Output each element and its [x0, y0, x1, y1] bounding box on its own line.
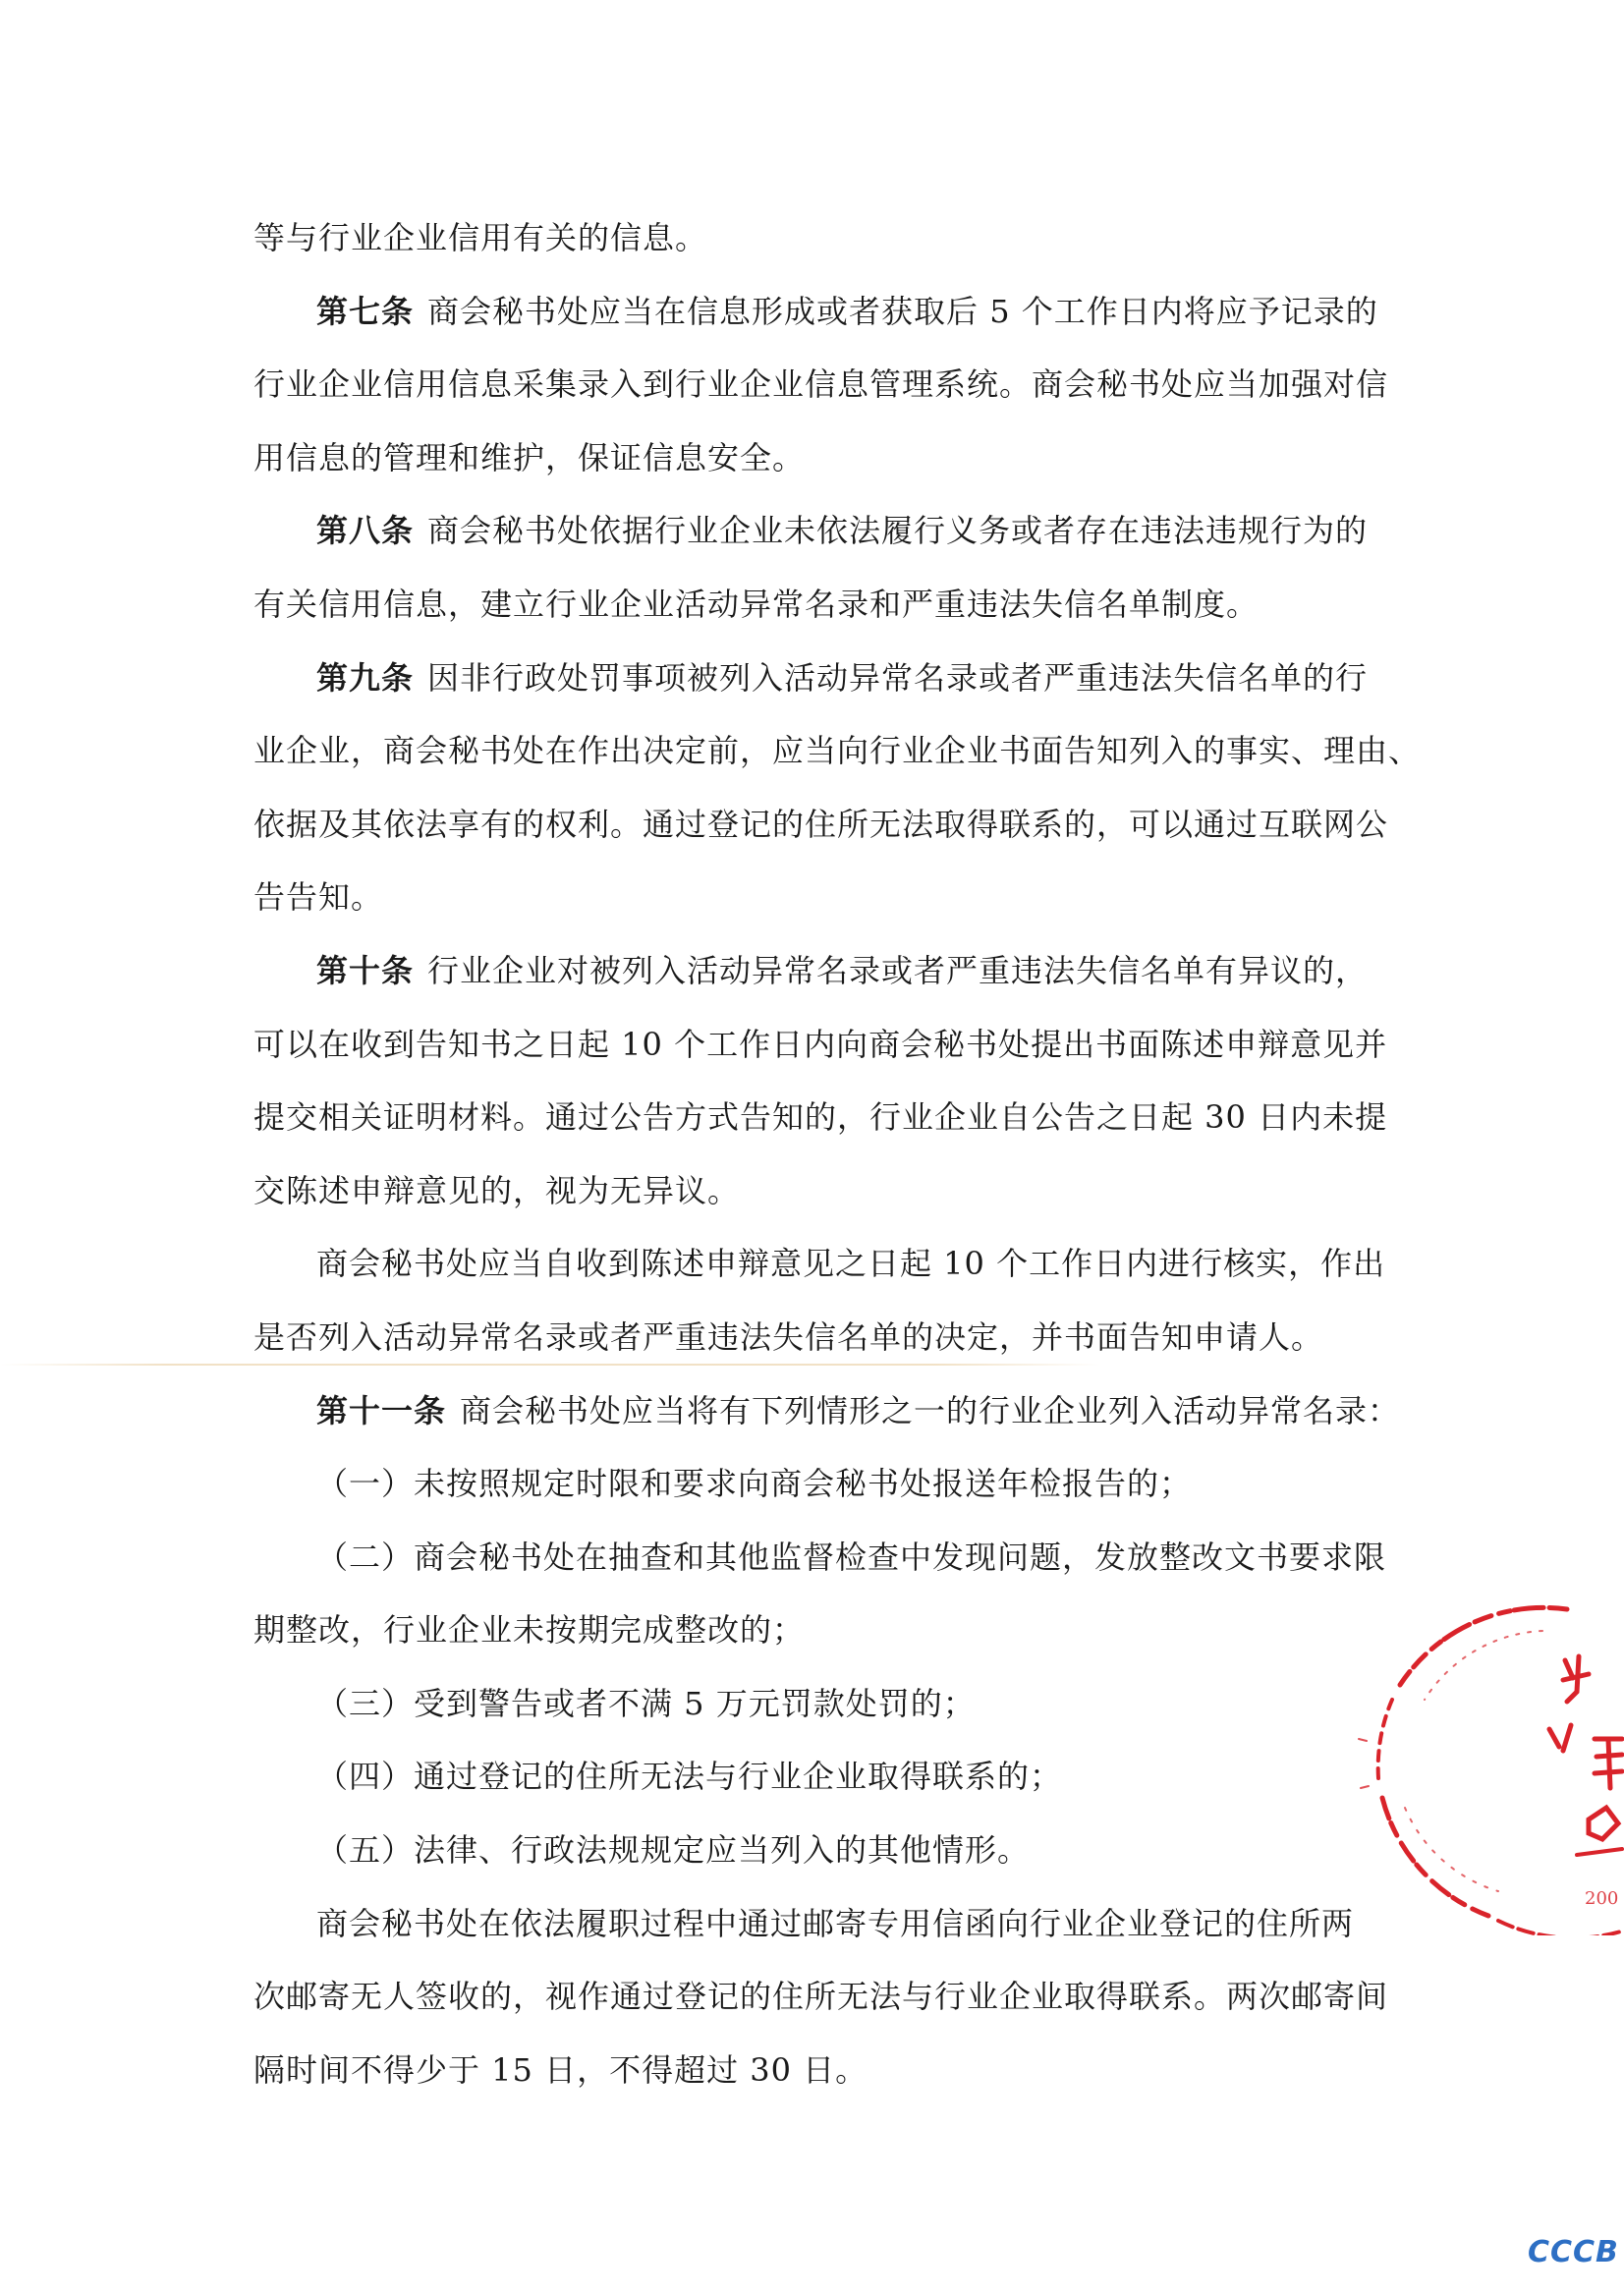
paragraph-line [253, 421, 1373, 495]
paragraph-line [253, 1594, 1373, 1667]
line-text: （五）法律、行政法规规定应当列入的其他情形。 [316, 1831, 1031, 1870]
line-text: 商会秘书处应当将有下列情形之一的行业企业列入活动异常名录： [460, 1391, 1401, 1429]
line-text: （一）未按照规定时限和要求向商会秘书处报送年检报告的； [316, 1465, 1193, 1503]
line-text: 依据及其依法享有的权利。通过登记的住所无法取得联系的，可以通过互联网公 [253, 805, 1389, 843]
seal-stamp-graphic [1331, 1592, 1624, 1935]
paragraph-line [253, 1227, 1386, 1301]
line-text: 等与行业企业信用有关的信息。 [253, 219, 708, 256]
document-body [253, 201, 1422, 2106]
paragraph-line [253, 1008, 1388, 1082]
line-text: 行业企业信用信息采集录入到行业企业信息管理系统。商会秘书处应当加强对信 [253, 365, 1389, 404]
line-text: 隔时间不得少于 15 日，不得超过 30 日。 [253, 2050, 868, 2089]
cccb-logo: CCCB [1528, 2235, 1619, 2269]
article-heading-line [253, 1374, 1401, 1448]
article-number: 第十条 [316, 951, 415, 989]
line-text: 商会秘书处应当在信息形成或者获取后 5 个工作日内将应予记录的 [427, 292, 1378, 330]
line-text: 商会秘书处在依法履职过程中通过邮寄专用信函向行业企业登记的住所两 [316, 1904, 1355, 1942]
article-number: 第七条 [316, 292, 415, 330]
line-text: （二）商会秘书处在抽查和其他监督检查中发现问题，发放整改文书要求限 [316, 1538, 1387, 1576]
paragraph-line [253, 1960, 1389, 2034]
article-heading-line [253, 494, 1373, 568]
paragraph-line [253, 2034, 1373, 2107]
paragraph-line [253, 1521, 1387, 1595]
paragraph-line [253, 788, 1389, 862]
paragraph-line [253, 1814, 1373, 1887]
line-text: 期整改，行业企业未按期完成整改的； [253, 1611, 806, 1650]
article-number: 第十一条 [316, 1391, 447, 1429]
article-number: 第九条 [316, 658, 415, 697]
line-text: （四）通过登记的住所无法与行业企业取得联系的； [316, 1758, 1063, 1796]
official-seal [1331, 1592, 1624, 1935]
line-text: 是否列入活动异常名录或者严重违法失信名单的决定，并书面告知申请人。 [253, 1317, 1324, 1356]
line-text: 行业企业对被列入活动异常名录或者严重违法失信名单有异议的， [427, 951, 1369, 989]
paragraph-line [253, 1740, 1373, 1814]
paragraph-line [253, 568, 1373, 642]
paragraph-line [253, 1154, 1373, 1228]
article-heading-line [253, 275, 1378, 349]
paragraph-line [253, 1887, 1373, 1961]
line-text: 可以在收到告知书之日起 10 个工作日内向商会秘书处提出书面陈述申辩意见并 [253, 1025, 1388, 1063]
article-heading-line [253, 934, 1373, 1008]
paragraph-line [253, 1081, 1388, 1154]
paragraph-line [253, 861, 1373, 934]
line-text: 提交相关证明材料。通过公告方式告知的，行业企业自公告之日起 30 日内未提 [253, 1098, 1388, 1137]
line-text: （三）受到警告或者不满 5 万元罚款处罚的； [316, 1684, 976, 1722]
line-text: 次邮寄无人签收的，视作通过登记的住所无法与行业企业取得联系。两次邮寄间 [253, 1978, 1389, 2016]
scan-artifact-line [0, 1364, 1100, 1366]
line-text: 告告知。 [253, 878, 384, 917]
line-text: 交陈述申辩意见的，视为无异议。 [253, 1171, 741, 1209]
paragraph-line [253, 201, 1373, 275]
article-heading-line [253, 642, 1373, 715]
line-text: 商会秘书处应当自收到陈述申辩意见之日起 10 个工作日内进行核实，作出 [316, 1245, 1386, 1283]
paragraph-line [253, 1447, 1373, 1521]
line-text: 因非行政处罚事项被列入活动异常名录或者严重违法失信名单的行 [427, 658, 1369, 697]
seal-date-fragment: 200 [1585, 1888, 1619, 1909]
line-text: 有关信用信息，建立行业企业活动异常名录和严重违法失信名单制度。 [253, 585, 1260, 623]
article-number: 第八条 [316, 512, 415, 550]
paragraph-line [253, 348, 1389, 421]
line-text: 用信息的管理和维护，保证信息安全。 [253, 438, 806, 476]
line-text: 业企业，商会秘书处在作出决定前，应当向行业企业书面告知列入的事实、理由、 [253, 732, 1422, 770]
paragraph-line [253, 1667, 1373, 1741]
line-text: 商会秘书处依据行业企业未依法履行义务或者存在违法违规行为的 [427, 512, 1369, 550]
paragraph-line [253, 714, 1422, 788]
